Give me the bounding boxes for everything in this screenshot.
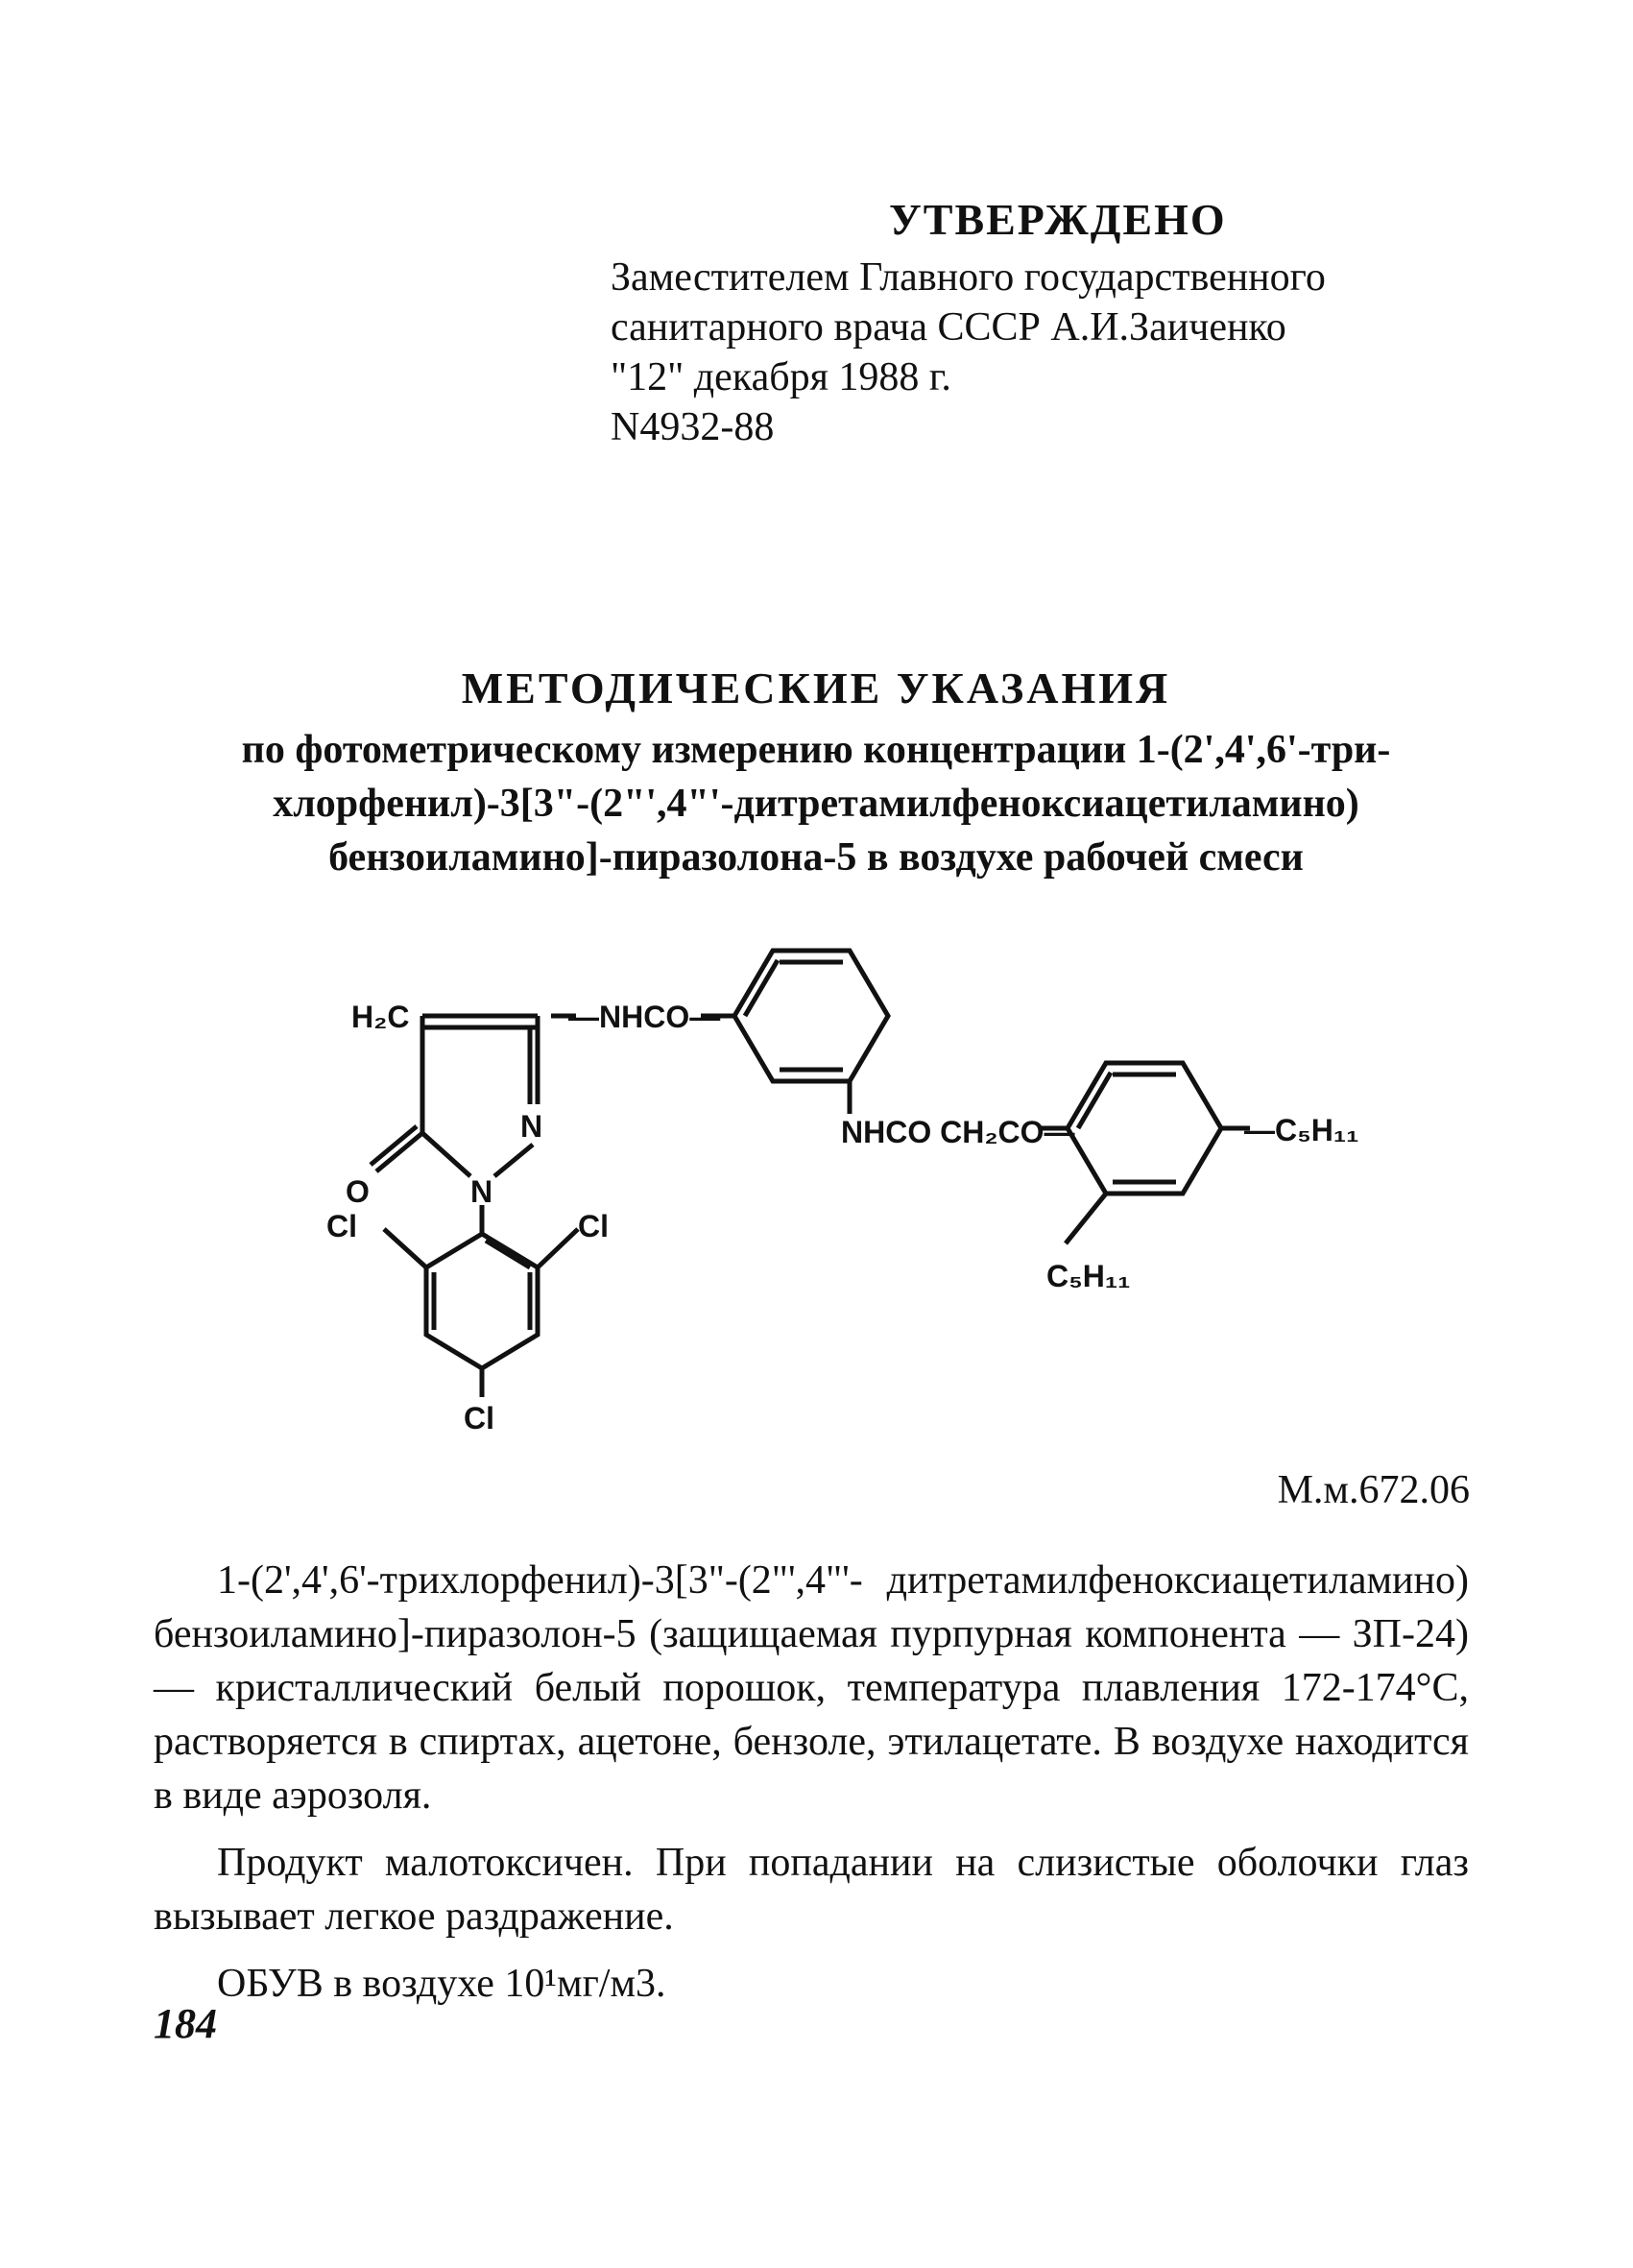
approval-line-2: санитарного врача СССР А.И.Заиченко (611, 305, 1286, 350)
title-line-3: бензоиламино]-пиразолона-5 в воздухе рабочей смеси (328, 835, 1304, 880)
label-n-ring: N (520, 1109, 543, 1144)
paragraph: 1-(2',4',6'-трихлорфенил)-3[3"-(2"',4"'- дитретамилфеноксиацетиламино) бензоиламино]-пиразолон-5 (защищаемая пурпурная компонента — ЗП-24) — кристаллический белый порошок, температура плавления 172-174°С, растворяется в спиртах, ацетоне, бензоле, этилацетате. В воздухе находится в виде аэрозоля. (154, 1558, 1469, 1818)
title-line-2: хлорфенил)-3[3"-(2"',4"'-дитретамилфеноксиацетиламино) (273, 782, 1359, 826)
label-n-sub: N (470, 1174, 493, 1209)
approval-line-1: Заместителем Главного государственного (611, 255, 1326, 300)
paragraph: Продукт малотоксичен. При попадании на слизистые оболочки глаз вызывает легкое раздражение. (154, 1841, 1469, 1939)
label-cl-left: Cl (326, 1209, 357, 1243)
bond (538, 1229, 578, 1267)
document-title (154, 663, 1478, 884)
bond (734, 951, 888, 1081)
bond (384, 1229, 426, 1267)
approval-block (611, 194, 1475, 452)
label-c5h11-bottom: C₅H₁₁ (1046, 1259, 1131, 1293)
approval-line-4: N4932-88 (611, 405, 775, 449)
bond (426, 1234, 538, 1368)
molar-mass: М.м.672.06 (1277, 1468, 1470, 1512)
page-number: 184 (154, 2000, 217, 2047)
title-main: МЕТОДИЧЕСКИЕ УКАЗАНИЯ (461, 664, 1171, 712)
label-c5h11-right: —C₅H₁₁ (1244, 1113, 1359, 1147)
label-nhcoch2co: NHCO CH₂CO— (841, 1115, 1075, 1149)
bond (422, 1133, 470, 1176)
body-text (154, 1554, 1469, 2024)
paragraph: ОБУВ в воздухе 10¹мг/м3. (217, 1962, 666, 2006)
title-line-1: по фотометрическому измерению концентрации 1-(2',4',6'-три- (241, 728, 1391, 772)
bond (1066, 1194, 1106, 1243)
bond (486, 1241, 530, 1267)
label-cl-bottom: Cl (464, 1401, 494, 1436)
label-nhco: —NHCO— (568, 1000, 721, 1034)
bond (1068, 1063, 1221, 1194)
structural-formula (317, 931, 1430, 1488)
label-cl-right: Cl (578, 1209, 609, 1243)
label-o: O (346, 1174, 370, 1209)
bond (494, 1145, 533, 1176)
approval-heading: УТВЕРЖДЕНО (889, 195, 1227, 244)
label-h2c: H₂C (351, 1000, 410, 1034)
approval-line-3: "12" декабря 1988 г. (611, 355, 951, 399)
